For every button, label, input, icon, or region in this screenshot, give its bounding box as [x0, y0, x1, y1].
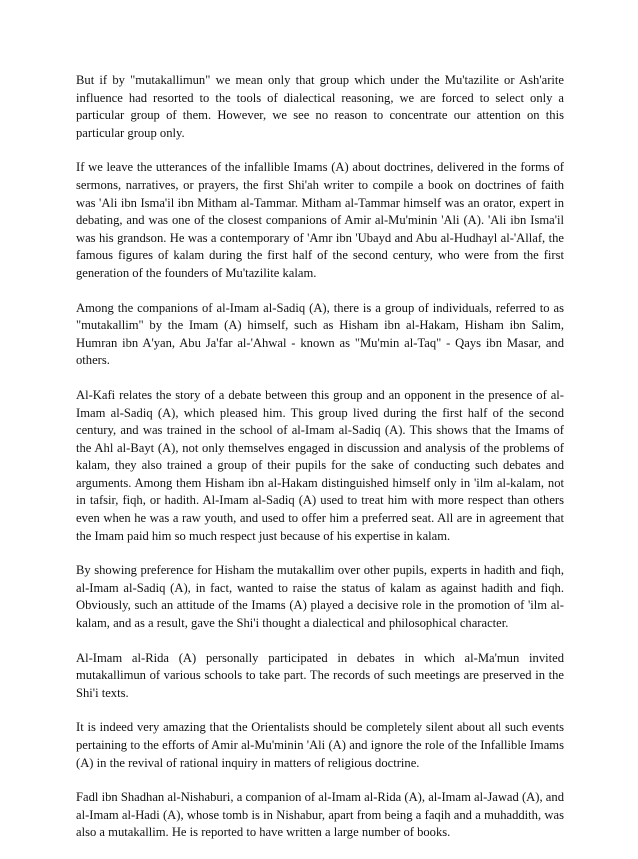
- paragraph-orientalists-silence: It is indeed very amazing that the Orientalists should be completely silent about all such events pertaining to the efforts of Amir al-Mu'minin 'Ali (A) and ignore the role of the Infallible Imams (A) in the revival of rational inquiry in matters of religious doctrine.: [76, 720, 564, 770]
- paragraph-hisham-preference: By showing preference for Hisham the mutakallim over other pupils, experts in hadith and fiqh, al-Imam al-Sadiq (A), in fact, wanted to raise the status of kalam as against hadith and fiqh. Obviously, such an attitude of the Imams (A) played a decisive role in the promotion of 'ilm al-kalam, and as a result, gave the Shi'i thought a dialectical and philosophical character.: [76, 563, 564, 631]
- paragraph-al-kafi-debate: Al-Kafi relates the story of a debate between this group and an opponent in the presence of al-Imam al-Sadiq (A), which pleased him. This group lived during the first half of the second century, and was trained in the school of al-Imam al-Sadiq (A). This shows that the Imams of the Ahl al-Bayt (A), not only themselves engaged in discussion and analysis of the problems of kalam, they also trained a group of their pupils for the sake of conducting such debates and arguments. Among them Hisham ibn al-Hakam distinguished himself only in 'ilm al-kalam, not in tafsir, fiqh, or hadith. Al-Imam al-Sadiq (A) used to treat him with more respect than others even when he was a raw youth, and used to offer him a preferred seat. All are in agreement that the Imam paid him so much respect just because of his expertise in kalam.: [76, 387, 564, 543]
- paragraph-mutakallimun-definition: But if by "mutakallimun" we mean only that group which under the Mu'tazilite or Ash'arite influence had resorted to the tools of dialectical reasoning, we are forced to select only a particular group of them. However, we see no reason to concentrate our attention on this particular group only.: [76, 73, 564, 140]
- paragraph-al-rida-debates: Al-Imam al-Rida (A) personally participated in debates in which al-Ma'mun invited mutakallimun of various schools to take part. The records of such meetings are preserved in the Shi'i texts.: [76, 650, 564, 700]
- paragraph-fadl-ibn-shadhan: Fadl ibn Shadhan al-Nishaburi, a companion of al-Imam al-Rida (A), al-Imam al-Jawad (A), and al-Imam al-Hadi (A), whose tomb is in Nishabur, apart from being a faqih and a muhaddith, was also a mutakallim. He is reported to have written a large number of books.: [76, 790, 564, 840]
- paragraph-first-shiah-writer: If we leave the utterances of the infallible Imams (A) about doctrines, delivered in the forms of sermons, narratives, or prayers, the first Shi'ah writer to compile a book on doctrines of faith was 'Ali ibn Isma'il ibn Mitham al-Tammar. Mitham al-Tammar himself was an orator, expert in debating, and was one of the closest companions of Amir al-Mu'minin 'Ali (A). 'Ali ibn Isma'il was his grandson. He was a contemporary of 'Amr ibn 'Ubayd and Abu al-Hudhayl al-'Allaf, the famous figures of kalam during the first half of the second century, who were from the first generation of the founders of Mu'tazilite kalam.: [76, 160, 564, 280]
- paragraph-companions-al-sadiq: Among the companions of al-Imam al-Sadiq (A), there is a group of individuals, referred to as "mutakallim" by the Imam (A) himself, such as Hisham ibn al-Hakam, Hisham ibn Salim, Humran ibn A'yan, Abu Ja'far al-'Ahwal - known as "Mu'min al-Taq" - Qays ibn Masar, and others.: [76, 300, 564, 368]
- document-body: [76, 72, 564, 859]
